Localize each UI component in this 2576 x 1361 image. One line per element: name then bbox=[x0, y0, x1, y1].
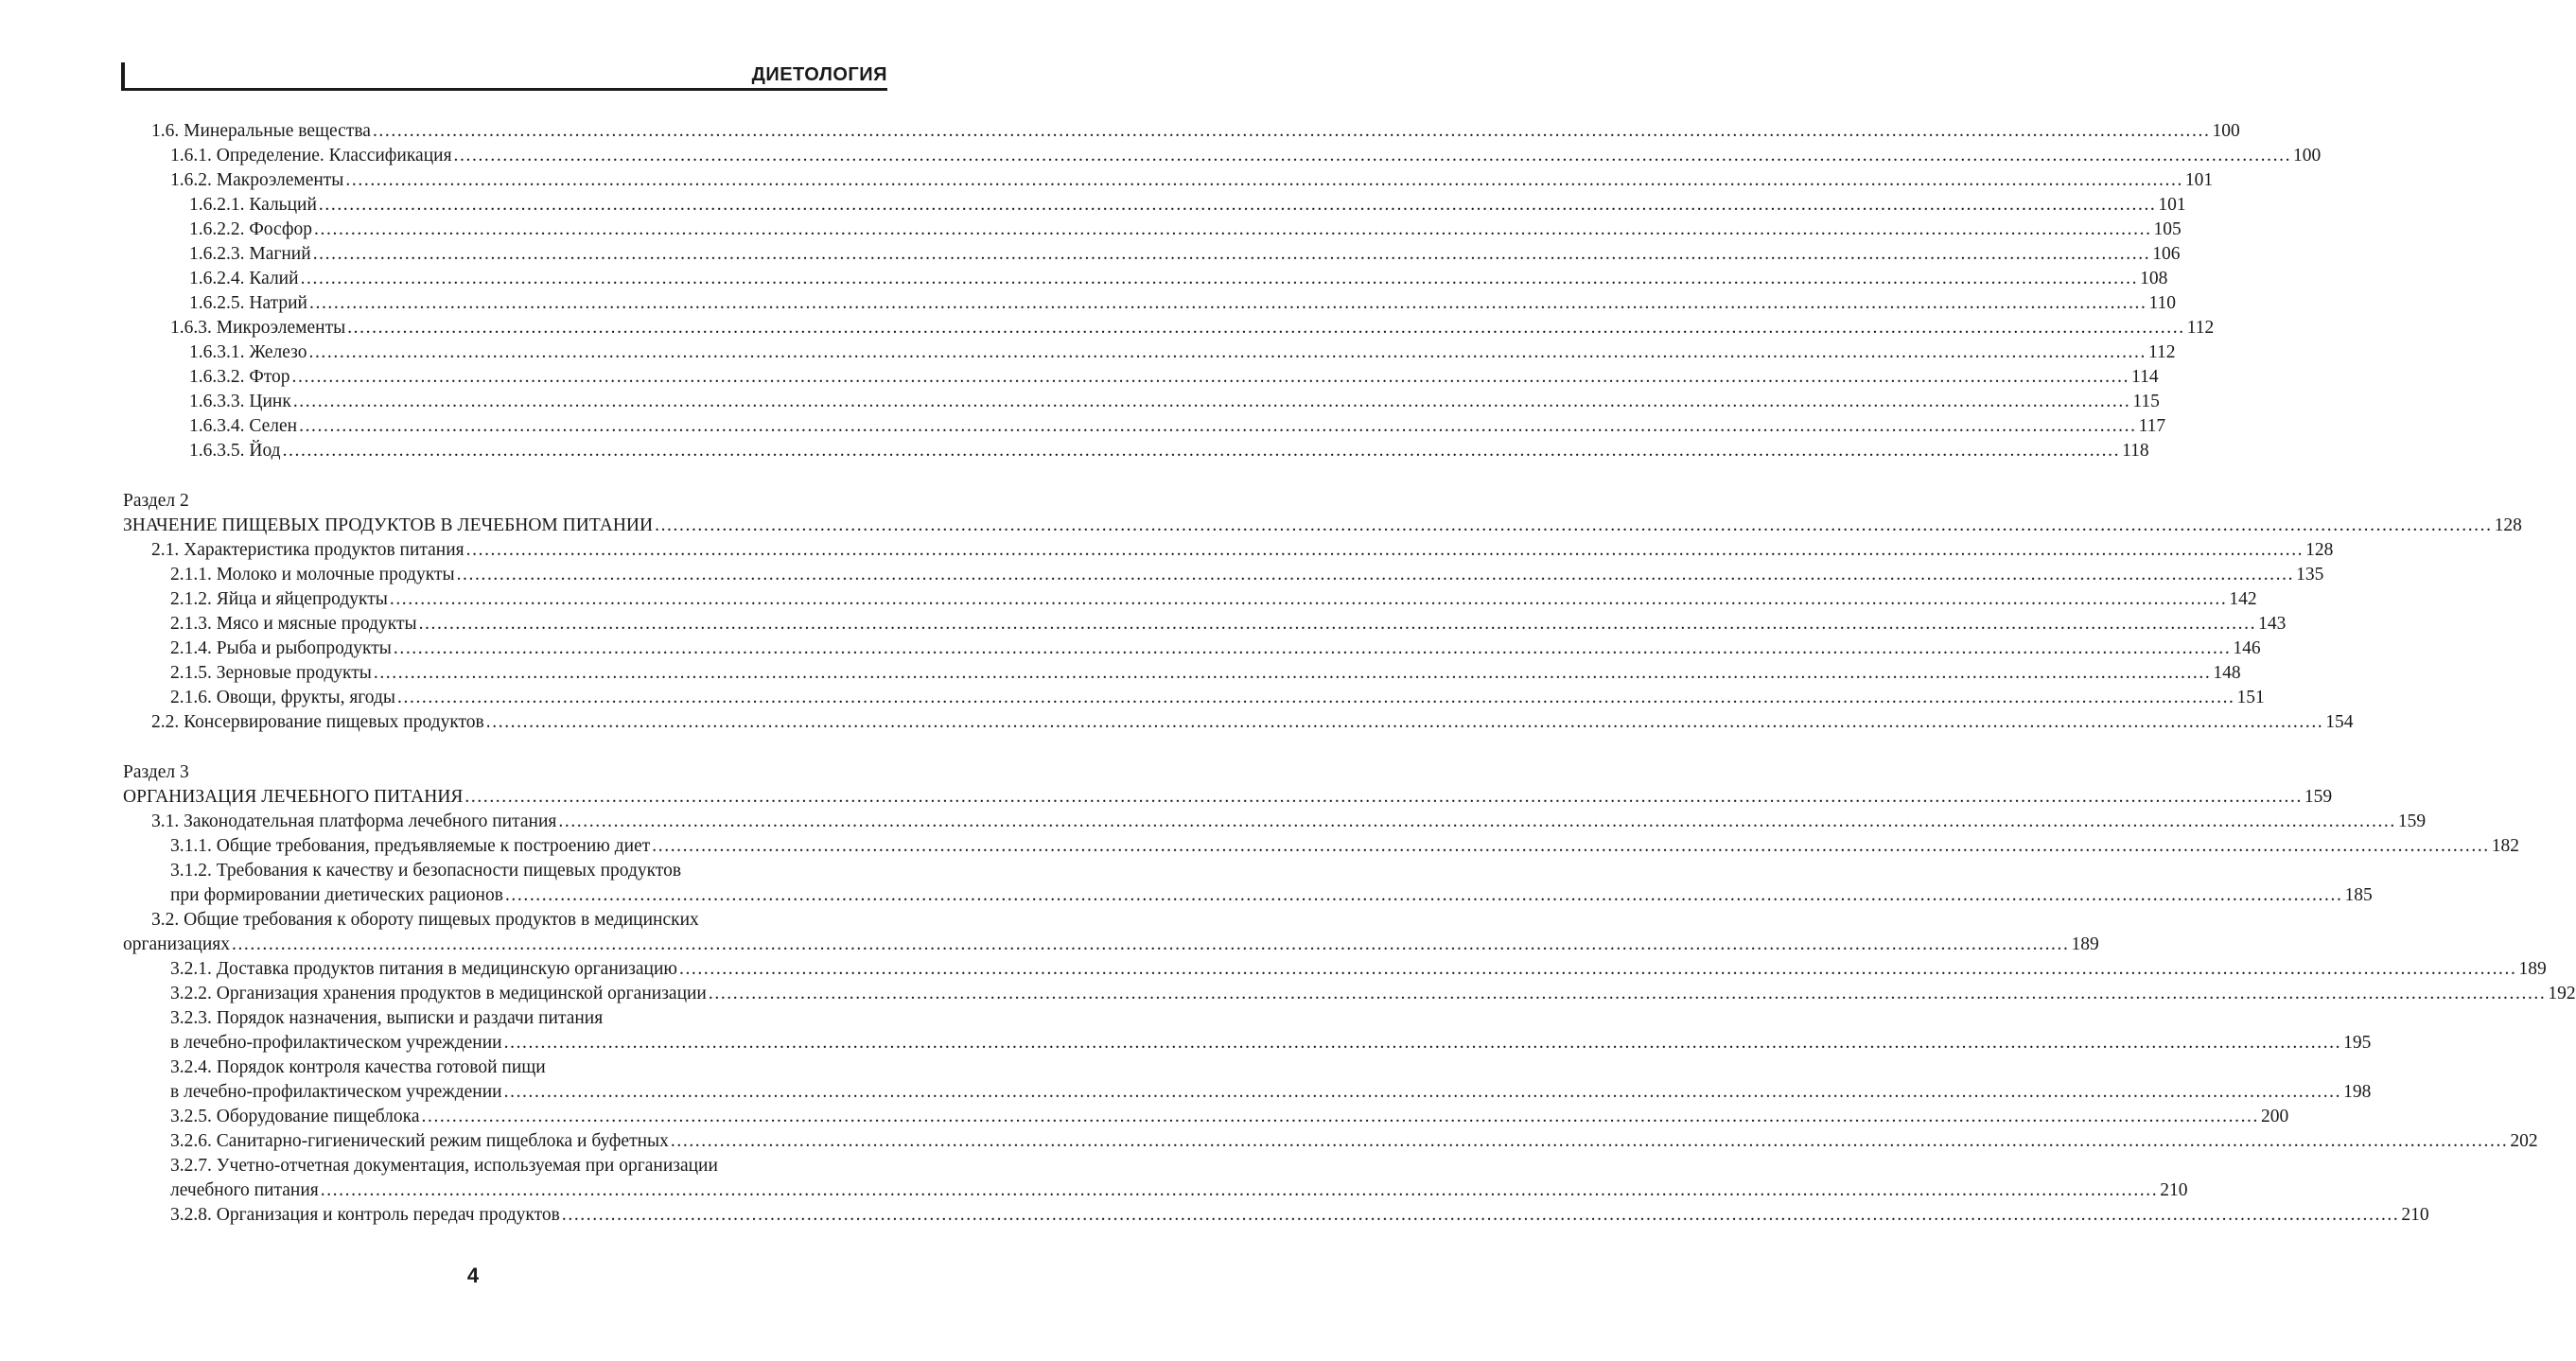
dot-leader: ............................................................................................................................................................................................................................................................................................................ bbox=[373, 663, 2212, 683]
toc-entry-title: 2.1.4. Рыба и рыбопродукты bbox=[170, 637, 393, 661]
toc-entry-page: 143 bbox=[2258, 614, 2287, 634]
toc-entry-page: 210 bbox=[2401, 1205, 2429, 1225]
toc-entry bbox=[170, 1105, 2289, 1129]
dot-leader: ............................................................................................................................................................................................................................................................................................................ bbox=[282, 441, 2121, 461]
dot-leader: ............................................................................................................................................................................................................................................................................................................ bbox=[309, 293, 2147, 313]
toc-entry-title: в лечебно-профилактическом учреждении bbox=[170, 1031, 503, 1056]
toc-entry bbox=[189, 365, 2159, 390]
page-number: 4 bbox=[466, 1264, 480, 1287]
toc-entry-title: 1.6.3.2. Фтор bbox=[189, 365, 291, 390]
toc-entry-title: организациях bbox=[123, 933, 231, 957]
toc-entry-page: 210 bbox=[2160, 1180, 2188, 1200]
toc-entry-title: 3.2.4. Порядок контроля качества готовой пищи bbox=[170, 1057, 546, 1077]
dot-leader: ............................................................................................................................................................................................................................................................................................................ bbox=[465, 540, 2304, 560]
toc-entry bbox=[170, 883, 2373, 908]
dot-leader: ............................................................................................................................................................................................................................................................................................................ bbox=[393, 638, 2232, 658]
toc-entry-title: 1.6.2.5. Натрий bbox=[189, 291, 308, 316]
dot-leader: ............................................................................................................................................................................................................................................................................................................ bbox=[314, 219, 2152, 239]
toc-entry bbox=[170, 1031, 2372, 1056]
toc-entry bbox=[170, 563, 2324, 587]
toc-entry bbox=[151, 119, 2240, 144]
toc-entry-title: 1.6.3. Микроэлементы bbox=[170, 316, 346, 340]
toc-entry-title: 2.1.2. Яйца и яйцепродукты bbox=[170, 587, 389, 612]
dot-leader: ............................................................................................................................................................................................................................................................................................................ bbox=[503, 1082, 2342, 1102]
toc-entry-page: 115 bbox=[2132, 392, 2160, 411]
toc-entry bbox=[189, 340, 2176, 365]
toc-entry-title: 1.6.2.1. Кальций bbox=[189, 193, 318, 218]
toc-entry-page: 117 bbox=[2138, 416, 2166, 436]
toc-entry bbox=[170, 637, 2261, 661]
toc-entry-page: 200 bbox=[2261, 1107, 2289, 1126]
toc-entry bbox=[189, 390, 2160, 414]
toc-entry-page: 182 bbox=[2491, 836, 2520, 856]
toc-entry bbox=[189, 267, 2168, 291]
toc-entry bbox=[189, 218, 2182, 242]
section-gap bbox=[0, 735, 946, 760]
dot-leader: ............................................................................................................................................................................................................................................................................................................ bbox=[372, 121, 2211, 141]
toc-entry-title: 3.2.1. Доставка продуктов питания в медицинскую организацию bbox=[170, 957, 678, 982]
toc-entry-page: 101 bbox=[2158, 195, 2186, 215]
dot-leader: ............................................................................................................................................................................................................................................................................................................ bbox=[558, 811, 2396, 831]
toc-entry-title: 2.1.6. Овощи, фрукты, ягоды bbox=[170, 686, 396, 710]
toc-entry-title: Раздел 2 bbox=[123, 491, 189, 511]
toc-entry bbox=[123, 489, 894, 514]
toc-entry-title: 3.2. Общие требования к обороту пищевых продуктов в медицинских bbox=[151, 910, 699, 930]
toc-entry-page: 108 bbox=[2140, 269, 2168, 288]
dot-leader: ............................................................................................................................................................................................................................................................................................................ bbox=[299, 416, 2137, 436]
dot-leader: ............................................................................................................................................................................................................................................................................................................ bbox=[397, 688, 2235, 707]
toc-entry-title: 1.6.2.3. Магний bbox=[189, 242, 312, 267]
dot-leader: ............................................................................................................................................................................................................................................................................................................ bbox=[291, 367, 2130, 387]
toc-entry bbox=[189, 439, 2149, 463]
header-rule bbox=[121, 88, 887, 91]
toc-entry bbox=[170, 144, 2322, 168]
toc-entry bbox=[170, 1056, 894, 1080]
dot-leader: ............................................................................................................................................................................................................................................................................................................ bbox=[418, 614, 2257, 634]
dot-leader: ............................................................................................................................................................................................................................................................................................................ bbox=[312, 244, 2151, 264]
toc-entry-title: 3.2.5. Оборудование пищеблока bbox=[170, 1105, 421, 1129]
toc-entry bbox=[189, 291, 2177, 316]
toc-entry-page: 118 bbox=[2122, 441, 2149, 461]
toc-entry bbox=[123, 514, 2522, 538]
toc-entry-page: 128 bbox=[2305, 540, 2334, 560]
toc-entry bbox=[170, 834, 2520, 859]
toc-entry-title: в лечебно-профилактическом учреждении bbox=[170, 1080, 503, 1105]
dot-leader: ............................................................................................................................................................................................................................................................................................................ bbox=[456, 565, 2295, 585]
toc-entry bbox=[151, 908, 894, 933]
toc-entry bbox=[170, 982, 2576, 1006]
toc-entry-page: 100 bbox=[2212, 121, 2240, 141]
toc-entry-page: 128 bbox=[2494, 515, 2522, 535]
toc-entry bbox=[170, 612, 2287, 637]
toc-entry-page: 151 bbox=[2236, 688, 2265, 707]
toc-entry-title: 1.6.1. Определение. Классификация bbox=[170, 144, 453, 168]
toc-entry bbox=[189, 242, 2181, 267]
header-bar bbox=[121, 62, 125, 91]
toc-entry-title: 3.2.7. Учетно-отчетная документация, используемая при организации bbox=[170, 1156, 718, 1176]
toc-entry-page: 195 bbox=[2343, 1033, 2372, 1053]
dot-leader: ............................................................................................................................................................................................................................................................................................................ bbox=[318, 195, 2157, 215]
dot-leader: ............................................................................................................................................................................................................................................................................................................ bbox=[320, 1180, 2159, 1200]
dot-leader: ............................................................................................................................................................................................................................................................................................................ bbox=[308, 342, 2147, 362]
toc-entry-page: 154 bbox=[2325, 712, 2354, 732]
dot-leader: ............................................................................................................................................................................................................................................................................................................ bbox=[670, 1131, 2509, 1151]
toc-entry-page: 192 bbox=[2548, 984, 2576, 1003]
toc-entry-page: 159 bbox=[2397, 811, 2427, 831]
dot-leader: ............................................................................................................................................................................................................................................................................................................ bbox=[453, 146, 2292, 166]
toc-entry-page: 110 bbox=[2148, 293, 2177, 313]
dot-leader: ............................................................................................................................................................................................................................................................................................................ bbox=[345, 170, 2183, 190]
toc-entry bbox=[170, 957, 2547, 982]
toc-entry-page: 142 bbox=[2229, 589, 2257, 609]
section-gap bbox=[0, 463, 946, 489]
toc-entry bbox=[151, 810, 2427, 834]
dot-leader: ............................................................................................................................................................................................................................................................................................................ bbox=[347, 318, 2185, 338]
dot-leader: ............................................................................................................................................................................................................................................................................................................ bbox=[503, 1033, 2342, 1053]
dot-leader: ............................................................................................................................................................................................................................................................................................................ bbox=[464, 787, 2303, 807]
toc-entry bbox=[170, 1154, 894, 1178]
toc-entry bbox=[170, 168, 2214, 193]
toc-entry-title: 3.2.2. Организация хранения продуктов в медицинской организации bbox=[170, 982, 708, 1006]
dot-leader: ............................................................................................................................................................................................................................................................................................................ bbox=[231, 934, 2070, 954]
dot-leader: ............................................................................................................................................................................................................................................................................................................ bbox=[485, 712, 2324, 732]
toc-entry bbox=[170, 686, 2265, 710]
dot-leader: ............................................................................................................................................................................................................................................................................................................ bbox=[678, 959, 2517, 979]
dot-leader: ............................................................................................................................................................................................................................................................................................................ bbox=[561, 1205, 2400, 1225]
dot-leader: ............................................................................................................................................................................................................................................................................................................ bbox=[652, 836, 2490, 856]
running-header-title: ДИЕТОЛОГИЯ bbox=[751, 64, 887, 85]
dot-leader: ............................................................................................................................................................................................................................................................................................................ bbox=[292, 392, 2131, 411]
dot-leader: ............................................................................................................................................................................................................................................................................................................ bbox=[708, 984, 2547, 1003]
toc-entry bbox=[189, 193, 2186, 218]
toc-entry-title: 1.6.3.4. Селен bbox=[189, 414, 298, 439]
toc-entry-title: 3.1.2. Требования к качеству и безопасности пищевых продуктов bbox=[170, 861, 682, 881]
toc-entry-title: ЗНАЧЕНИЕ ПИЩЕВЫХ ПРОДУКТОВ В ЛЕЧЕБНОМ ПИТАНИИ bbox=[123, 514, 654, 538]
toc-entry-title: 1.6.3.5. Йод bbox=[189, 439, 282, 463]
toc-entry-title: 1.6.3.1. Железо bbox=[189, 340, 307, 365]
toc-entry-title: 1.6. Минеральные вещества bbox=[151, 119, 372, 144]
toc-entry-title: 2.1. Характеристика продуктов питания bbox=[151, 538, 465, 563]
toc-entry-page: 106 bbox=[2152, 244, 2181, 264]
table-of-contents bbox=[0, 119, 2576, 1228]
toc-entry-title: 3.2.6. Санитарно-гигиенический режим пищеблока и буфетных bbox=[170, 1129, 670, 1154]
toc-entry bbox=[123, 933, 2099, 957]
toc-entry-page: 189 bbox=[2518, 959, 2547, 979]
toc-entry-title: 1.6.3.3. Цинк bbox=[189, 390, 292, 414]
toc-entry-page: 146 bbox=[2233, 638, 2261, 658]
toc-entry-page: 114 bbox=[2131, 367, 2159, 387]
toc-entry-title: лечебного питания bbox=[170, 1178, 320, 1203]
toc-entry-title: 3.1.1. Общие требования, предъявляемые к построению диет bbox=[170, 834, 651, 859]
toc-entry-title: при формировании диетических рационов bbox=[170, 883, 504, 908]
toc-entry bbox=[170, 1006, 894, 1031]
toc-entry-title: ОРГАНИЗАЦИЯ ЛЕЧЕБНОГО ПИТАНИЯ bbox=[123, 785, 464, 810]
toc-entry-title: 3.1. Законодательная платформа лечебного питания bbox=[151, 810, 557, 834]
toc-entry-page: 101 bbox=[2184, 170, 2214, 190]
toc-entry bbox=[170, 1203, 2429, 1228]
toc-entry-title: Раздел 3 bbox=[123, 762, 189, 782]
toc-entry bbox=[170, 587, 2257, 612]
toc-entry-page: 185 bbox=[2344, 885, 2373, 905]
toc-entry-page: 202 bbox=[2510, 1131, 2538, 1151]
toc-entry-title: 1.6.2. Макроэлементы bbox=[170, 168, 344, 193]
toc-entry bbox=[123, 760, 894, 785]
toc-entry-title: 2.1.3. Мясо и мясные продукты bbox=[170, 612, 418, 637]
dot-leader: ............................................................................................................................................................................................................................................................................................................ bbox=[421, 1107, 2259, 1126]
toc-entry bbox=[123, 785, 2333, 810]
toc-entry-page: 189 bbox=[2071, 934, 2099, 954]
toc-entry-title: 2.1.1. Молоко и молочные продукты bbox=[170, 563, 456, 587]
toc-entry bbox=[170, 1080, 2372, 1105]
toc-entry-page: 112 bbox=[2147, 342, 2176, 362]
toc-entry bbox=[189, 414, 2166, 439]
toc-entry-page: 159 bbox=[2304, 787, 2333, 807]
toc-entry-page: 112 bbox=[2186, 318, 2215, 338]
toc-entry bbox=[170, 1129, 2538, 1154]
toc-entry bbox=[151, 538, 2334, 563]
toc-entry bbox=[170, 1178, 2188, 1203]
toc-entry bbox=[170, 859, 894, 883]
toc-entry-title: 2.1.5. Зерновые продукты bbox=[170, 661, 373, 686]
toc-entry-title: 2.2. Консервирование пищевых продуктов bbox=[151, 710, 485, 735]
toc-entry-title: 1.6.2.4. Калий bbox=[189, 267, 300, 291]
toc-entry-title: 3.2.8. Организация и контроль передач продуктов bbox=[170, 1203, 561, 1228]
dot-leader: ............................................................................................................................................................................................................................................................................................................ bbox=[504, 885, 2343, 905]
dot-leader: ............................................................................................................................................................................................................................................................................................................ bbox=[300, 269, 2139, 288]
toc-entry-title: 1.6.2.2. Фосфор bbox=[189, 218, 313, 242]
dot-leader: ............................................................................................................................................................................................................................................................................................................ bbox=[655, 515, 2493, 535]
toc-entry-title: 3.2.3. Порядок назначения, выписки и раздачи питания bbox=[170, 1008, 604, 1028]
toc-entry bbox=[170, 316, 2215, 340]
toc-entry-page: 100 bbox=[2293, 146, 2322, 166]
toc-entry-page: 135 bbox=[2296, 565, 2324, 585]
toc-entry-page: 198 bbox=[2343, 1082, 2372, 1102]
toc-entry-page: 105 bbox=[2153, 219, 2182, 239]
dot-leader: ............................................................................................................................................................................................................................................................................................................ bbox=[389, 589, 2228, 609]
toc-entry bbox=[151, 710, 2354, 735]
toc-entry-page: 148 bbox=[2213, 663, 2241, 683]
toc-entry bbox=[170, 661, 2241, 686]
